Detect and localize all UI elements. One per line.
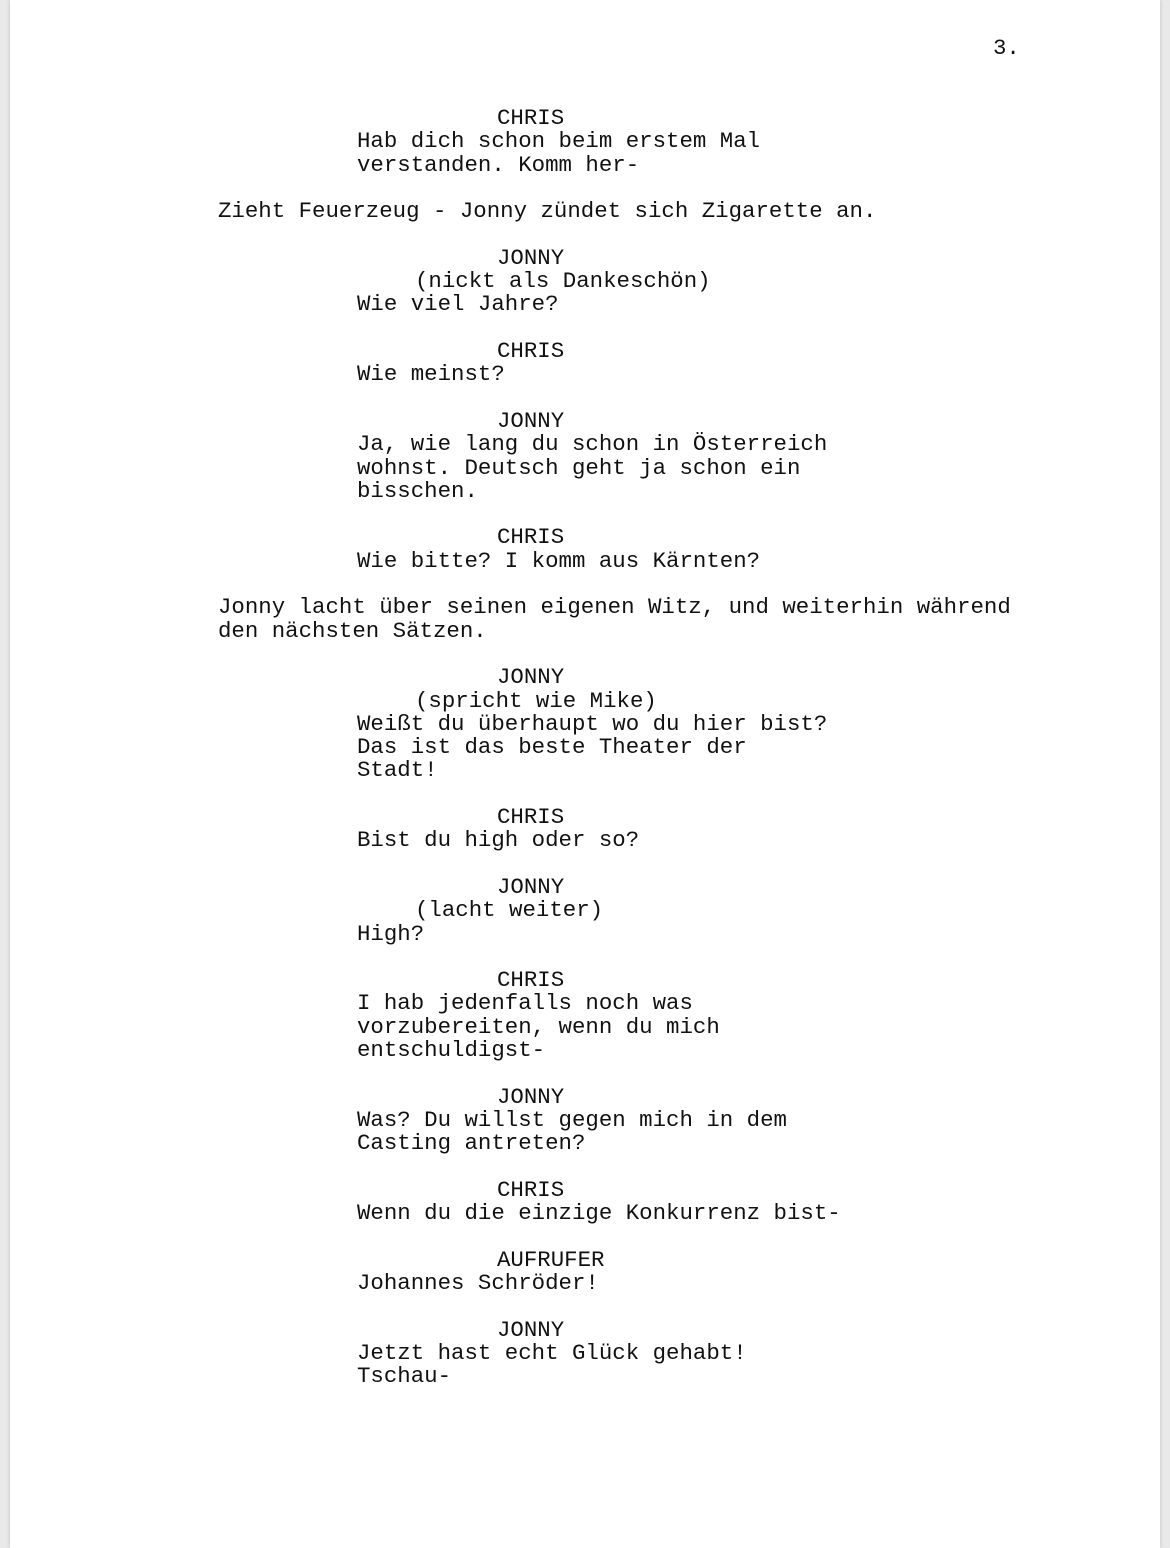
- dialogue-line: Stadt!: [357, 757, 438, 784]
- parenthetical-line: (lacht weiter): [415, 897, 604, 924]
- dialogue-line: Weißt du überhaupt wo du hier bist?: [357, 710, 828, 737]
- parenthetical-line: (nickt als Dankeschön): [415, 268, 711, 295]
- character-cue: JONNY: [497, 664, 565, 691]
- character-cue: AUFRUFER: [497, 1246, 605, 1273]
- action-line: Jonny lacht über seinen eigenen Witz, und weiterhin während: [218, 594, 1011, 621]
- script-page: [10, 0, 1160, 1548]
- action-line: Zieht Feuerzeug - Jonny zündet sich Zigarette an.: [218, 198, 877, 225]
- dialogue-line: Das ist das beste Theater der: [357, 734, 747, 761]
- dialogue-line: Was? Du willst gegen mich in dem: [357, 1106, 787, 1133]
- dialogue-line: Ja, wie lang du schon in Österreich: [357, 431, 828, 458]
- dialogue-line: Wenn du die einzige Konkurrenz bist-: [357, 1200, 841, 1227]
- dialogue-line: Hab dich schon beim erstem Mal: [357, 128, 761, 155]
- dialogue-line: vorzubereiten, wenn du mich: [357, 1013, 720, 1040]
- character-cue: JONNY: [497, 1083, 565, 1110]
- dialogue-line: Tschau-: [357, 1363, 452, 1390]
- dialogue-line: Casting antreten?: [357, 1130, 586, 1157]
- character-cue: CHRIS: [497, 1176, 565, 1203]
- character-cue: JONNY: [497, 244, 565, 271]
- dialogue-line: verstanden. Komm her-: [357, 151, 640, 178]
- dialogue-line: Wie meinst?: [357, 361, 505, 388]
- character-cue: JONNY: [497, 873, 565, 900]
- character-cue: JONNY: [497, 1316, 565, 1343]
- character-cue: CHRIS: [497, 105, 565, 131]
- page-number: 3.: [993, 35, 1020, 61]
- character-cue: CHRIS: [497, 338, 565, 364]
- character-cue: CHRIS: [497, 804, 565, 830]
- parenthetical-line: (spricht wie Mike): [415, 687, 657, 714]
- dialogue-line: Wie bitte? I komm aus Kärnten?: [357, 547, 761, 574]
- dialogue-line: Wie viel Jahre?: [357, 291, 559, 318]
- action-line: den nächsten Sätzen.: [218, 617, 487, 644]
- dialogue-line: I hab jedenfalls noch was: [357, 990, 693, 1017]
- dialogue-line: High?: [357, 920, 425, 947]
- dialogue-line: bisschen.: [357, 477, 478, 504]
- dialogue-line: Jetzt hast echt Glück gehabt!: [357, 1339, 747, 1366]
- character-cue: JONNY: [497, 407, 565, 434]
- dialogue-line: wohnst. Deutsch geht ja schon ein: [357, 454, 801, 481]
- dialogue-line: Bist du high oder so?: [357, 827, 640, 854]
- dialogue-line: entschuldigst-: [357, 1037, 546, 1063]
- character-cue: CHRIS: [497, 967, 565, 994]
- character-cue: CHRIS: [497, 524, 565, 551]
- dialogue-line: Johannes Schröder!: [357, 1270, 599, 1296]
